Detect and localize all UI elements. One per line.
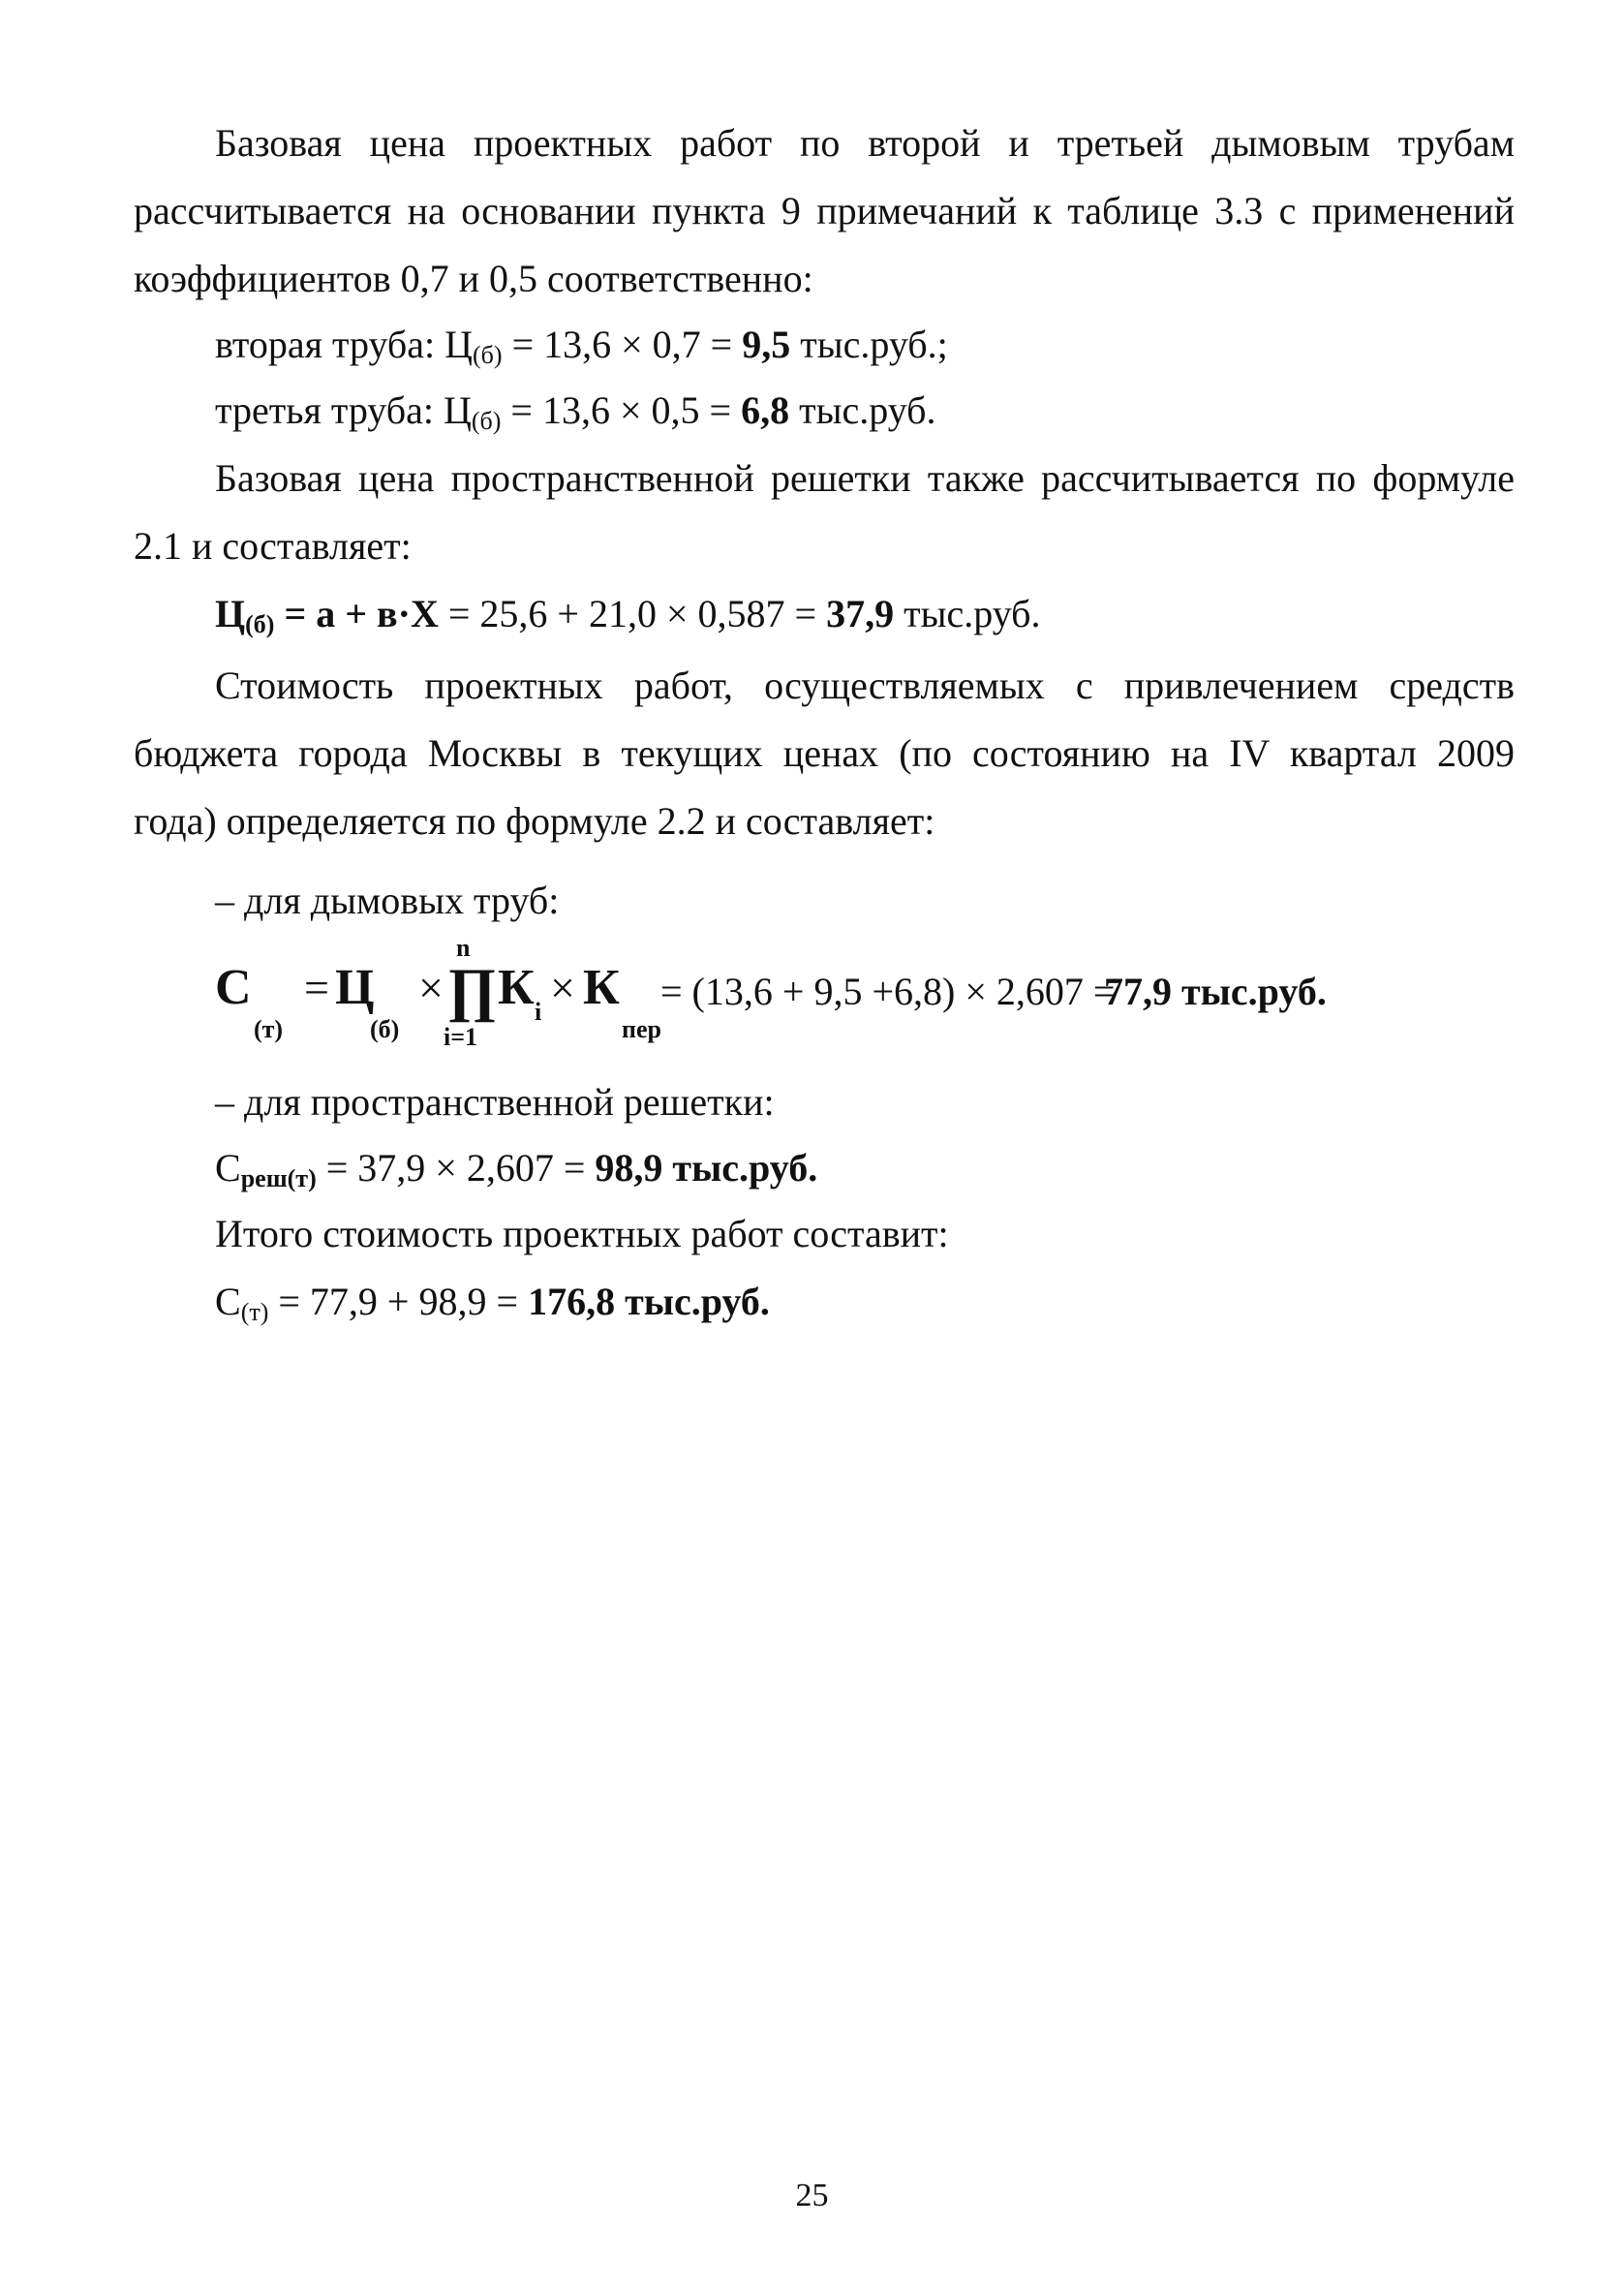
formula-times2: × [550,963,575,1012]
calc-third-unit: тыс.руб. [789,388,936,432]
formula-result: 77,9 тыс.руб. [1104,970,1327,1013]
calc-second-unit: тыс.руб.; [790,323,948,366]
calc-second-sub: (б) [473,341,503,369]
total-expr: = 77,9 + 98,9 = [268,1280,529,1323]
para2-line2: 2.1 и составляет: [134,524,412,568]
formula-k2: К [583,960,620,1015]
main-formula [215,934,1377,1056]
calc-second-expr: = 13,6 × 0,7 = [502,323,743,366]
total-sub: (т) [240,1298,269,1326]
para1-line3: коэффициентов 0,7 и 0,5 соответственно: [134,257,813,300]
formula-c-sub: (т) [254,1015,284,1043]
grid-cost-expr: = 37,9 × 2,607 = [316,1146,596,1190]
formula-eq1: = [304,963,329,1012]
formula-k: К [498,960,535,1015]
total-cost [215,1279,770,1325]
grid-formula-rhs: = а + в·Х [274,592,439,635]
formula-k-sub: i [535,998,542,1026]
calc-third-sub: (б) [471,407,502,435]
grid-formula-unit: тыс.руб. [894,592,1041,635]
formula-prod-top: n [456,934,471,962]
grid-cost-result: 98,9 тыс.руб. [595,1146,818,1190]
para1-line1: Базовая цена проектных работ по второй и третьей дымовым трубам [215,121,1515,165]
calc-second-result: 9,5 [742,323,791,366]
formula-prod: ∏ [447,957,498,1023]
formula-k2-sub: пер [622,1015,661,1043]
calc-second-prefix: вторая труба: Ц [215,323,474,366]
para1-line2: рассчитывается на основании пункта 9 примечаний к таблице 3.3 с применений [134,189,1515,232]
grid-base-formula [215,591,1041,637]
grid-formula-expr: = 25,6 + 21,0 × 0,587 = [438,592,827,635]
formula-prod-bottom: i=1 [444,1023,478,1051]
formula-ts: Ц [335,960,375,1015]
para3-line2: бюджета города Москвы в текущих ценах (по состоянию на IV квартал 2009 [134,731,1515,775]
calc-third-result: 6,8 [741,388,790,432]
item-grid: – для пространственной решетки: [215,1080,775,1124]
calc-third-chimney [215,387,936,434]
para3-line1: Стоимость проектных работ, осуществляемых с привлечением средств [215,664,1515,707]
calc-third-expr: = 13,6 × 0,5 = [501,388,742,432]
grid-formula-sub: (б) [245,610,275,638]
formula-c: С [215,960,252,1015]
total-label: Итого стоимость проектных работ составит: [215,1212,949,1255]
total-result: 176,8 тыс.руб. [528,1280,770,1323]
grid-cost-sub: реш(т) [240,1164,317,1192]
formula-ts-sub: (б) [370,1015,400,1043]
grid-formula-result: 37,9 [826,592,895,635]
calc-second-chimney [215,322,948,368]
calc-third-prefix: третья труба: Ц [215,388,472,432]
formula-times1: × [418,963,444,1012]
item-chimneys: – для дымовых труб: [215,879,560,922]
formula-expr: = (13,6 + 9,5 +6,8) × 2,607 = [660,970,1116,1013]
para2-line1: Базовая цена пространственной решетки также рассчитывается по формуле [215,456,1515,500]
grid-formula-lhs: Ц [215,592,246,635]
grid-cost [215,1145,817,1191]
total-c: С [215,1280,241,1323]
grid-cost-c: С [215,1146,241,1190]
page-number: 25 [795,2178,829,2213]
para3-line3: года) определяется по формуле 2.2 и составляет: [134,799,935,843]
